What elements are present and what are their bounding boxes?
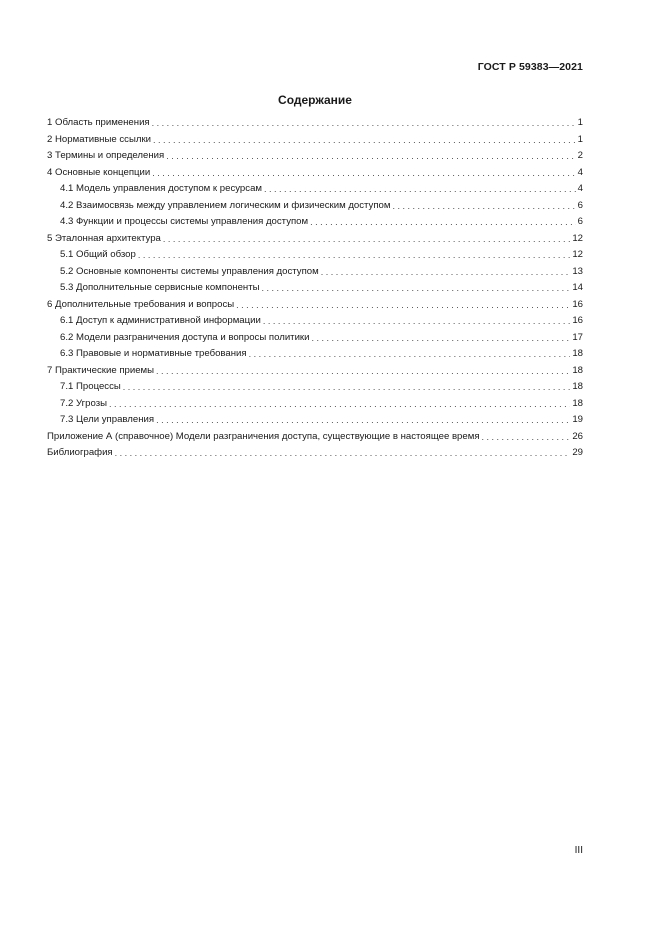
toc-entry-title: 4.1 Модель управления доступом к ресурсам bbox=[60, 183, 262, 194]
toc-leader-dots bbox=[262, 280, 571, 297]
toc-entry-title: 1 Область применения bbox=[47, 117, 150, 128]
toc-entry-title: 7.1 Процессы bbox=[60, 381, 121, 392]
toc-entry-title: Библиография bbox=[47, 447, 113, 458]
toc-entry-page: 18 bbox=[572, 381, 583, 392]
toc-entry-title: 7.2 Угрозы bbox=[60, 397, 108, 409]
toc-entry[interactable] bbox=[47, 148, 583, 165]
toc-entry-title: 7 Практические приемы bbox=[47, 364, 155, 376]
toc-leader-dots bbox=[153, 132, 576, 149]
toc-entry[interactable] bbox=[47, 363, 583, 380]
document-code: ГОСТ Р 59383—2021 bbox=[477, 61, 583, 73]
toc-entry-page: 12 bbox=[572, 249, 583, 260]
toc-leader-dots bbox=[392, 198, 575, 215]
toc-entry-title: 6 Дополнительные требования и вопросы bbox=[47, 298, 235, 310]
toc-leader-dots bbox=[264, 181, 576, 198]
table-of-contents bbox=[47, 115, 583, 462]
toc-entry-title: 4.3 Функции и процессы системы управления доступом bbox=[60, 216, 309, 227]
toc-entry[interactable] bbox=[47, 214, 583, 231]
toc-entry[interactable] bbox=[47, 231, 583, 248]
toc-leader-dots bbox=[321, 264, 571, 281]
toc-entry-page: 26 bbox=[572, 430, 583, 442]
toc-entry-title: 5.2 Основные компоненты системы управления доступом bbox=[60, 265, 319, 277]
toc-leader-dots bbox=[156, 412, 570, 429]
toc-entry-page: 14 bbox=[572, 282, 583, 293]
toc-entry[interactable] bbox=[47, 247, 583, 264]
toc-entry[interactable] bbox=[47, 379, 583, 396]
toc-entry-title: 5 Эталонная архитектура bbox=[47, 232, 161, 244]
toc-entry[interactable] bbox=[47, 165, 583, 182]
toc-entry[interactable] bbox=[47, 330, 583, 347]
toc-entry-page: 19 bbox=[572, 414, 583, 425]
toc-entry[interactable] bbox=[47, 396, 583, 413]
toc-leader-dots bbox=[236, 297, 570, 314]
toc-entry-page: 17 bbox=[572, 331, 583, 343]
toc-entry-page: 16 bbox=[572, 315, 583, 326]
toc-entry[interactable] bbox=[47, 115, 583, 132]
toc-entry-page: 6 bbox=[577, 199, 583, 211]
toc-leader-dots bbox=[249, 346, 571, 363]
toc-entry-page: 16 bbox=[572, 298, 583, 310]
toc-leader-dots bbox=[138, 247, 571, 264]
toc-entry-page: 13 bbox=[572, 265, 583, 277]
toc-entry-page: 12 bbox=[572, 232, 583, 244]
toc-entry[interactable] bbox=[47, 181, 583, 198]
toc-leader-dots bbox=[263, 313, 570, 330]
toc-entry-title: 6.2 Модели разграничения доступа и вопросы политики bbox=[60, 331, 310, 343]
toc-entry-page: 6 bbox=[577, 216, 583, 227]
toc-leader-dots bbox=[166, 148, 575, 165]
toc-leader-dots bbox=[482, 429, 571, 446]
toc-leader-dots bbox=[123, 379, 571, 396]
toc-leader-dots bbox=[115, 445, 571, 462]
toc-leader-dots bbox=[156, 363, 570, 380]
toc-entry-page: 4 bbox=[577, 183, 583, 194]
toc-entry[interactable] bbox=[47, 280, 583, 297]
toc-entry-title: 5.3 Дополнительные сервисные компоненты bbox=[60, 282, 260, 293]
toc-entry[interactable] bbox=[47, 429, 583, 446]
toc-entry-title: 5.1 Общий обзор bbox=[60, 249, 136, 260]
toc-entry-title: 6.3 Правовые и нормативные требования bbox=[60, 348, 247, 359]
toc-entry-page: 1 bbox=[577, 117, 583, 128]
toc-entry[interactable] bbox=[47, 445, 583, 462]
toc-entry[interactable] bbox=[47, 412, 583, 429]
toc-entry-title: 7.3 Цели управления bbox=[60, 414, 155, 425]
toc-entry-title: 4.2 Взаимосвязь между управлением логическим и физическим доступом bbox=[60, 199, 391, 211]
toc-entry-title: 6.1 Доступ к административной информации bbox=[60, 315, 261, 326]
toc-entry[interactable] bbox=[47, 198, 583, 215]
toc-entry-page: 4 bbox=[577, 166, 583, 178]
toc-entry-title: 2 Нормативные ссылки bbox=[47, 133, 152, 145]
toc-leader-dots bbox=[109, 396, 570, 413]
toc-entry-title: Приложение А (справочное) Модели разграничения доступа, существующие в настоящее время bbox=[47, 430, 480, 442]
toc-entry[interactable] bbox=[47, 132, 583, 149]
toc-entry-page: 1 bbox=[577, 133, 583, 145]
toc-entry-page: 2 bbox=[577, 150, 583, 161]
toc-entry[interactable] bbox=[47, 313, 583, 330]
toc-title: Содержание bbox=[278, 93, 352, 107]
toc-entry[interactable] bbox=[47, 297, 583, 314]
page-number: III bbox=[574, 845, 583, 856]
toc-leader-dots bbox=[312, 330, 571, 347]
toc-entry[interactable] bbox=[47, 264, 583, 281]
toc-entry-page: 18 bbox=[572, 364, 583, 376]
toc-leader-dots bbox=[152, 165, 575, 182]
toc-entry-page: 18 bbox=[572, 397, 583, 409]
toc-leader-dots bbox=[152, 115, 576, 132]
toc-entry-title: 4 Основные концепции bbox=[47, 166, 151, 178]
toc-entry-page: 29 bbox=[572, 447, 583, 458]
toc-leader-dots bbox=[163, 231, 570, 248]
toc-entry[interactable] bbox=[47, 346, 583, 363]
toc-leader-dots bbox=[310, 214, 576, 231]
toc-entry-page: 18 bbox=[572, 348, 583, 359]
toc-entry-title: 3 Термины и определения bbox=[47, 150, 165, 161]
